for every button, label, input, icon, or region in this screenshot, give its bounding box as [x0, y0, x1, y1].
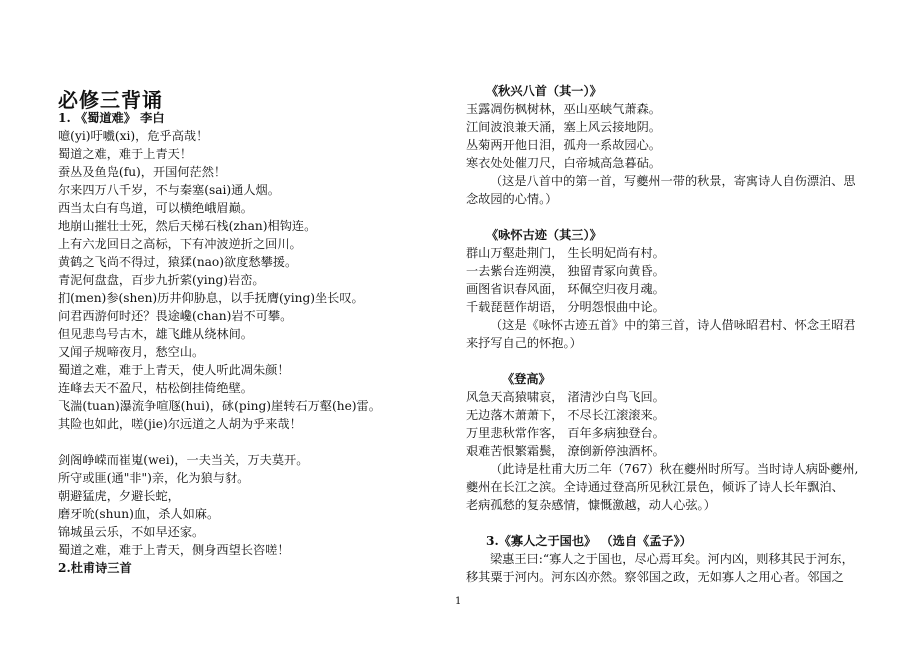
left-text-line: 1. 《蜀道难》 李白	[58, 111, 165, 125]
right-text-line: 夔州在长江之滨。全诗通过登高所见秋江景色，倾诉了诗人长年飘泊、	[466, 480, 844, 494]
right-text-line: 千载琵琶作胡语， 分明怨恨曲中论。	[466, 300, 665, 314]
right-text-line: 万里悲秋常作客， 百年多病独登台。	[466, 426, 665, 440]
right-text-line: 群山万壑赴荆门， 生长明妃尚有村。	[466, 246, 665, 260]
left-text-line: 上有六龙回日之高标，下有冲波逆折之回川。	[58, 237, 302, 251]
left-text-line: 尔来四万八千岁，不与秦塞(sai)通人烟。	[58, 183, 280, 197]
left-text-line: 飞湍(tuan)瀑流争喧豗(hui)，砯(ping)崖转石万壑(he)雷。	[58, 399, 381, 413]
left-text-line: 蜀道之难，难于上青天，侧身西望长咨嗟！	[58, 543, 290, 557]
left-text-line: 锦城虽云乐，不如早还家。	[58, 525, 205, 539]
right-text-line: 3.《寡人之于国也》 （选自《孟子》）	[486, 534, 692, 548]
right-text-line: 无边落木萧萧下， 不尽长江滚滚来。	[466, 408, 665, 422]
right-text-line: 一去紫台连朔漠， 独留青冢向黄昏。	[466, 264, 665, 278]
page-title: 必修三背诵	[58, 88, 163, 112]
left-text-line: 蚕丛及鱼凫(fu)，开国何茫然！	[58, 165, 227, 179]
right-text-line: （此诗是杜甫大历二年（767）秋在夔州时所写。当时诗人病卧夔州,	[490, 462, 859, 476]
left-text-line: 蜀道之难，难于上青天，使人听此凋朱颜！	[58, 363, 290, 377]
right-text-line: 老病孤愁的复杂感情，慷慨激越，动人心弦。）	[466, 498, 716, 512]
right-text-line: 艰难苦恨繁霜鬓， 潦倒新停浊酒杯。	[466, 444, 665, 458]
right-text-line: 《秋兴八首（其一）》	[486, 84, 602, 98]
right-text-line: 来抒写自己的怀抱。）	[466, 336, 582, 350]
left-text-line: 黄鹤之飞尚不得过，猿猱(nao)欲度愁攀援。	[58, 255, 298, 269]
left-text-line: 所守或匪(通"非")亲，化为狼与豺。	[58, 471, 250, 485]
right-text-line: 《登高》	[502, 372, 551, 386]
left-text-line: 青泥何盘盘，百步九折萦(ying)岩峦。	[58, 273, 265, 287]
right-text-line: 丛菊两开他日泪，孤舟一系故园心。	[466, 138, 661, 152]
right-text-line: 移其粟于河内。河东凶亦然。察邻国之政，无如寡人之用心者。邻国之	[466, 570, 844, 584]
left-text-line: 但见悲鸟号古木，雄飞雌从绕林间。	[58, 327, 253, 341]
left-text-line: 其险也如此，嗟(jie)尔远道之人胡为乎来哉！	[58, 417, 302, 431]
right-text-line: （这是八首中的第一首，写夔州一带的秋景，寄寓诗人自伤漂泊、思	[490, 174, 856, 188]
left-text-line: 蜀道之难，难于上青天！	[58, 147, 193, 161]
left-text-line: 扪(men)参(shen)历井仰胁息，以手抚膺(ying)坐长叹。	[58, 291, 364, 305]
right-text-line: 《咏怀古迹（其三）》	[486, 228, 602, 242]
left-text-line: 朝避猛虎，夕避长蛇，	[58, 489, 180, 503]
left-text-line: 连峰去天不盈尺，枯松倒挂倚绝壁。	[58, 381, 253, 395]
right-text-line: 画图省识春风面， 环佩空归夜月魂。	[466, 282, 665, 296]
left-text-line: 磨牙吮(shun)血，杀人如麻。	[58, 507, 220, 521]
right-text-line: 江间波浪兼天涌，塞上风云接地阴。	[466, 120, 661, 134]
right-text-line: 风急天高猿啸哀， 渚清沙白鸟飞回。	[466, 390, 665, 404]
left-text-line: 2.杜甫诗三首	[58, 561, 132, 575]
left-text-line: 问君西游何时还？畏途巉(chan)岩不可攀。	[58, 309, 293, 323]
right-text-line: （这是《咏怀古迹五首》中的第三首，诗人借咏昭君村、怀念王昭君	[490, 318, 856, 332]
left-text-line: 剑阁峥嵘而崔嵬(wei)，一夫当关，万夫莫开。	[58, 453, 309, 467]
left-text-line: 西当太白有鸟道，可以横绝峨眉巅。	[58, 201, 253, 215]
right-text-line: 梁惠王曰:“寡人之于国也，尽心焉耳矣。河内凶，则移其民于河东，	[490, 552, 854, 566]
right-text-line: 玉露凋伤枫树林，巫山巫峡气萧森。	[466, 102, 661, 116]
right-text-line: 念故园的心情。）	[466, 192, 558, 206]
left-text-line: 地崩山摧壮士死，然后天梯石栈(zhan)相钩连。	[58, 219, 317, 233]
page-number: 1	[455, 596, 462, 607]
left-text-line: 又闻子规啼夜月，愁空山。	[58, 345, 205, 359]
left-text-line: 噫(yi)吁嚱(xi)，危乎高哉！	[58, 129, 209, 143]
right-text-line: 寒衣处处催刀尺，白帝城高急暮砧。	[466, 156, 661, 170]
